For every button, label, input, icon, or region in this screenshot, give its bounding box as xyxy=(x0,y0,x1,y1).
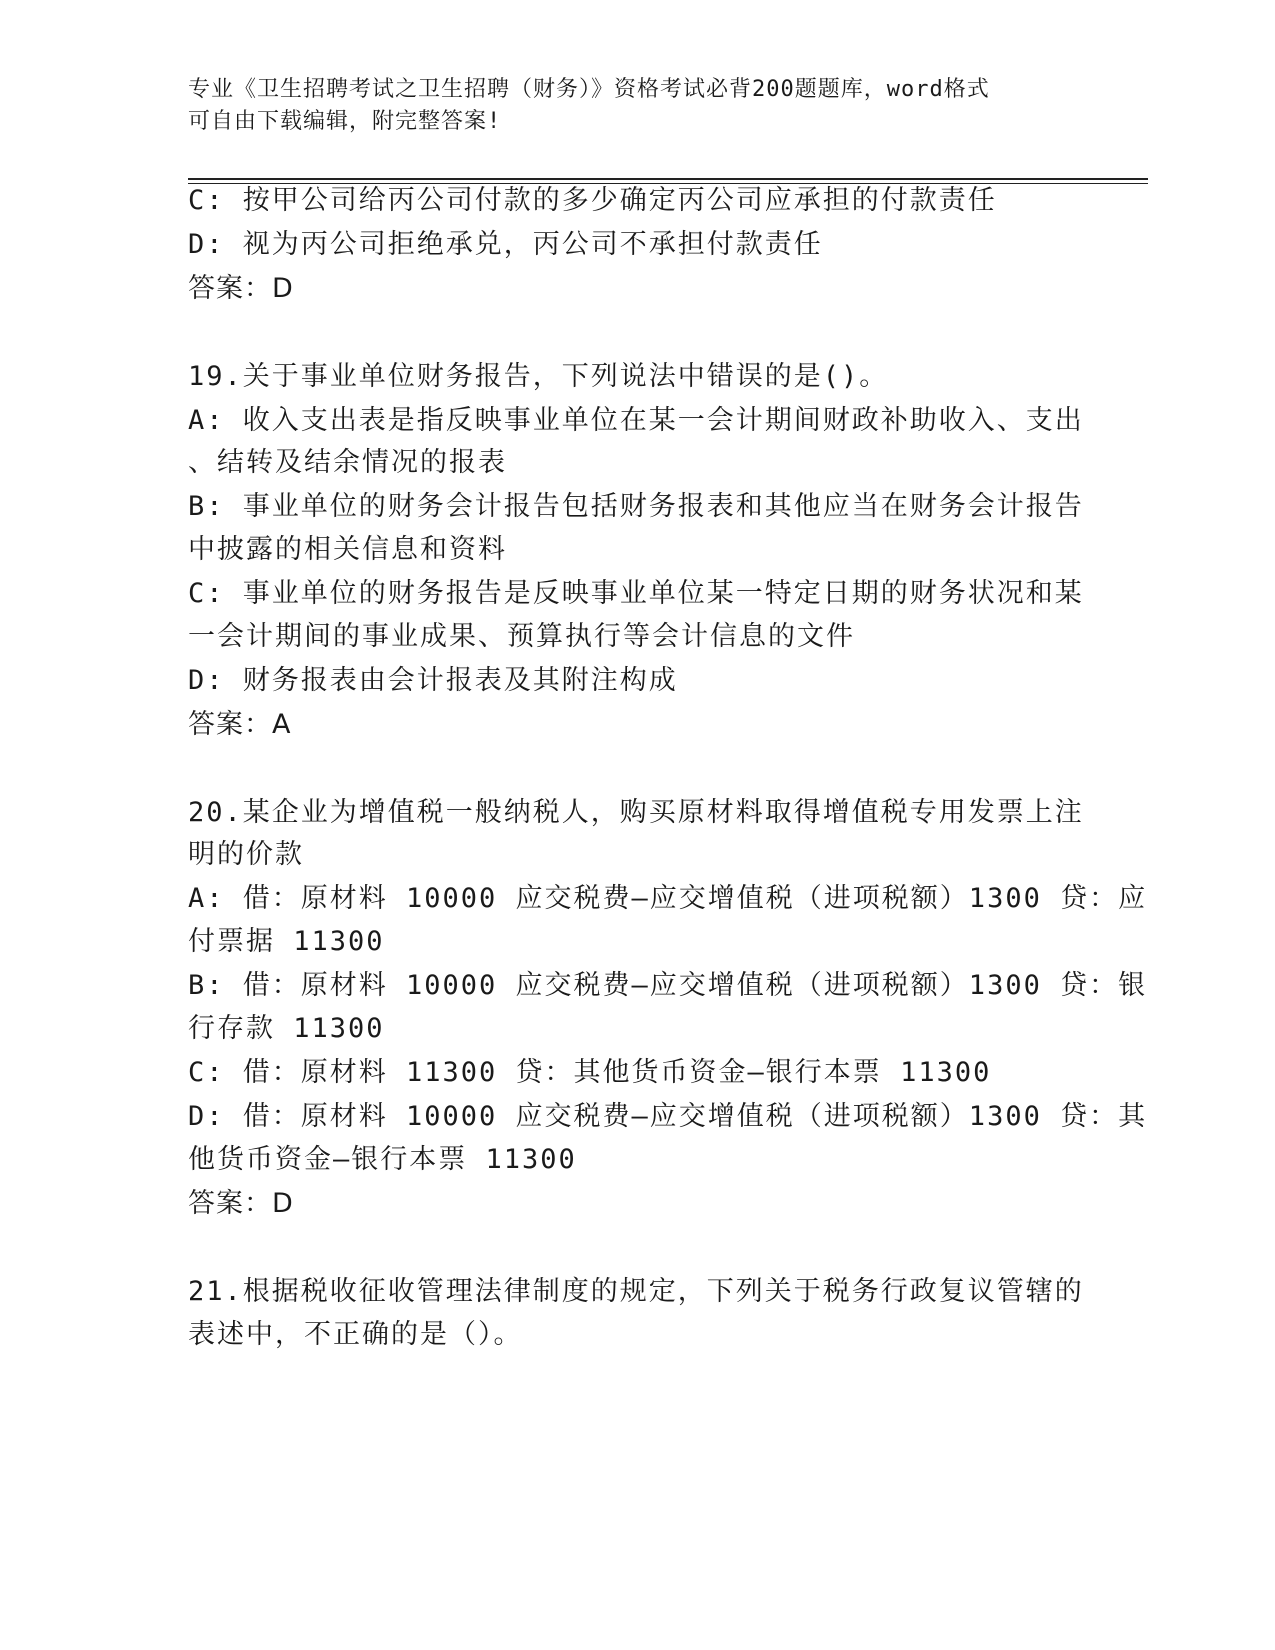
q19-option-a-line-2: 、结转及结余情况的报表 xyxy=(188,447,507,478)
q20-question-line-2: 明的价款 xyxy=(188,839,304,870)
q19-option-a-line-1: A: 收入支出表是指反映事业单位在某一会计期间财政补助收入、支出 xyxy=(188,405,1084,436)
q19-option-c-line-2: 一会计期间的事业成果、预算执行等会计信息的文件 xyxy=(188,621,855,652)
document-header xyxy=(188,74,1088,138)
prev-answer: 答案：D xyxy=(188,273,294,304)
q19-option-d: D: 财务报表由会计报表及其附注构成 xyxy=(188,665,678,696)
q20-option-b-line-2: 行存款 11300 xyxy=(188,1013,385,1044)
q20-option-b-line-1: B: 借：原材料 10000 应交税费—应交增值税（进项税额）1300 贷：银 xyxy=(188,970,1148,1001)
q19-option-b-line-2: 中披露的相关信息和资料 xyxy=(188,534,507,565)
q20-question-line-1: 20.某企业为增值税一般纳税人，购买原材料取得增值税专用发票上注 xyxy=(188,797,1084,828)
header-divider-thick xyxy=(188,178,1148,180)
q20-option-c: C: 借：原材料 11300 贷：其他货币资金—银行本票 11300 xyxy=(188,1057,992,1088)
q20-option-a-line-2: 付票据 11300 xyxy=(188,926,385,957)
q19-answer: 答案：A xyxy=(188,709,292,740)
q21-question-line-2: 表述中，不正确的是（）。 xyxy=(188,1319,523,1350)
prev-option-c: C: 按甲公司给丙公司付款的多少确定丙公司应承担的付款责任 xyxy=(188,185,997,216)
q20-option-d-line-1: D: 借：原材料 10000 应交税费—应交增值税（进项税额）1300 贷：其 xyxy=(188,1101,1148,1132)
header-title-line-1: 专业《卫生招聘考试之卫生招聘（财务）》资格考试必背200题题库，word格式 xyxy=(188,77,990,102)
q21-question-line-1: 21.根据税收征收管理法律制度的规定，下列关于税务行政复议管辖的 xyxy=(188,1276,1084,1307)
q19-question: 19.关于事业单位财务报告，下列说法中错误的是()。 xyxy=(188,361,889,392)
q19-option-b-line-1: B: 事业单位的财务会计报告包括财务报表和其他应当在财务会计报告 xyxy=(188,491,1084,522)
header-title-line-2: 可自由下载编辑，附完整答案! xyxy=(188,109,502,134)
q20-option-a-line-1: A: 借：原材料 10000 应交税费—应交增值税（进项税额）1300 贷：应 xyxy=(188,883,1148,914)
q20-option-d-line-2: 他货币资金—银行本票 11300 xyxy=(188,1144,577,1175)
prev-option-d: D: 视为丙公司拒绝承兑，丙公司不承担付款责任 xyxy=(188,229,823,260)
q20-answer: 答案：D xyxy=(188,1188,294,1219)
q19-option-c-line-1: C: 事业单位的财务报告是反映事业单位某一特定日期的财务状况和某 xyxy=(188,578,1084,609)
